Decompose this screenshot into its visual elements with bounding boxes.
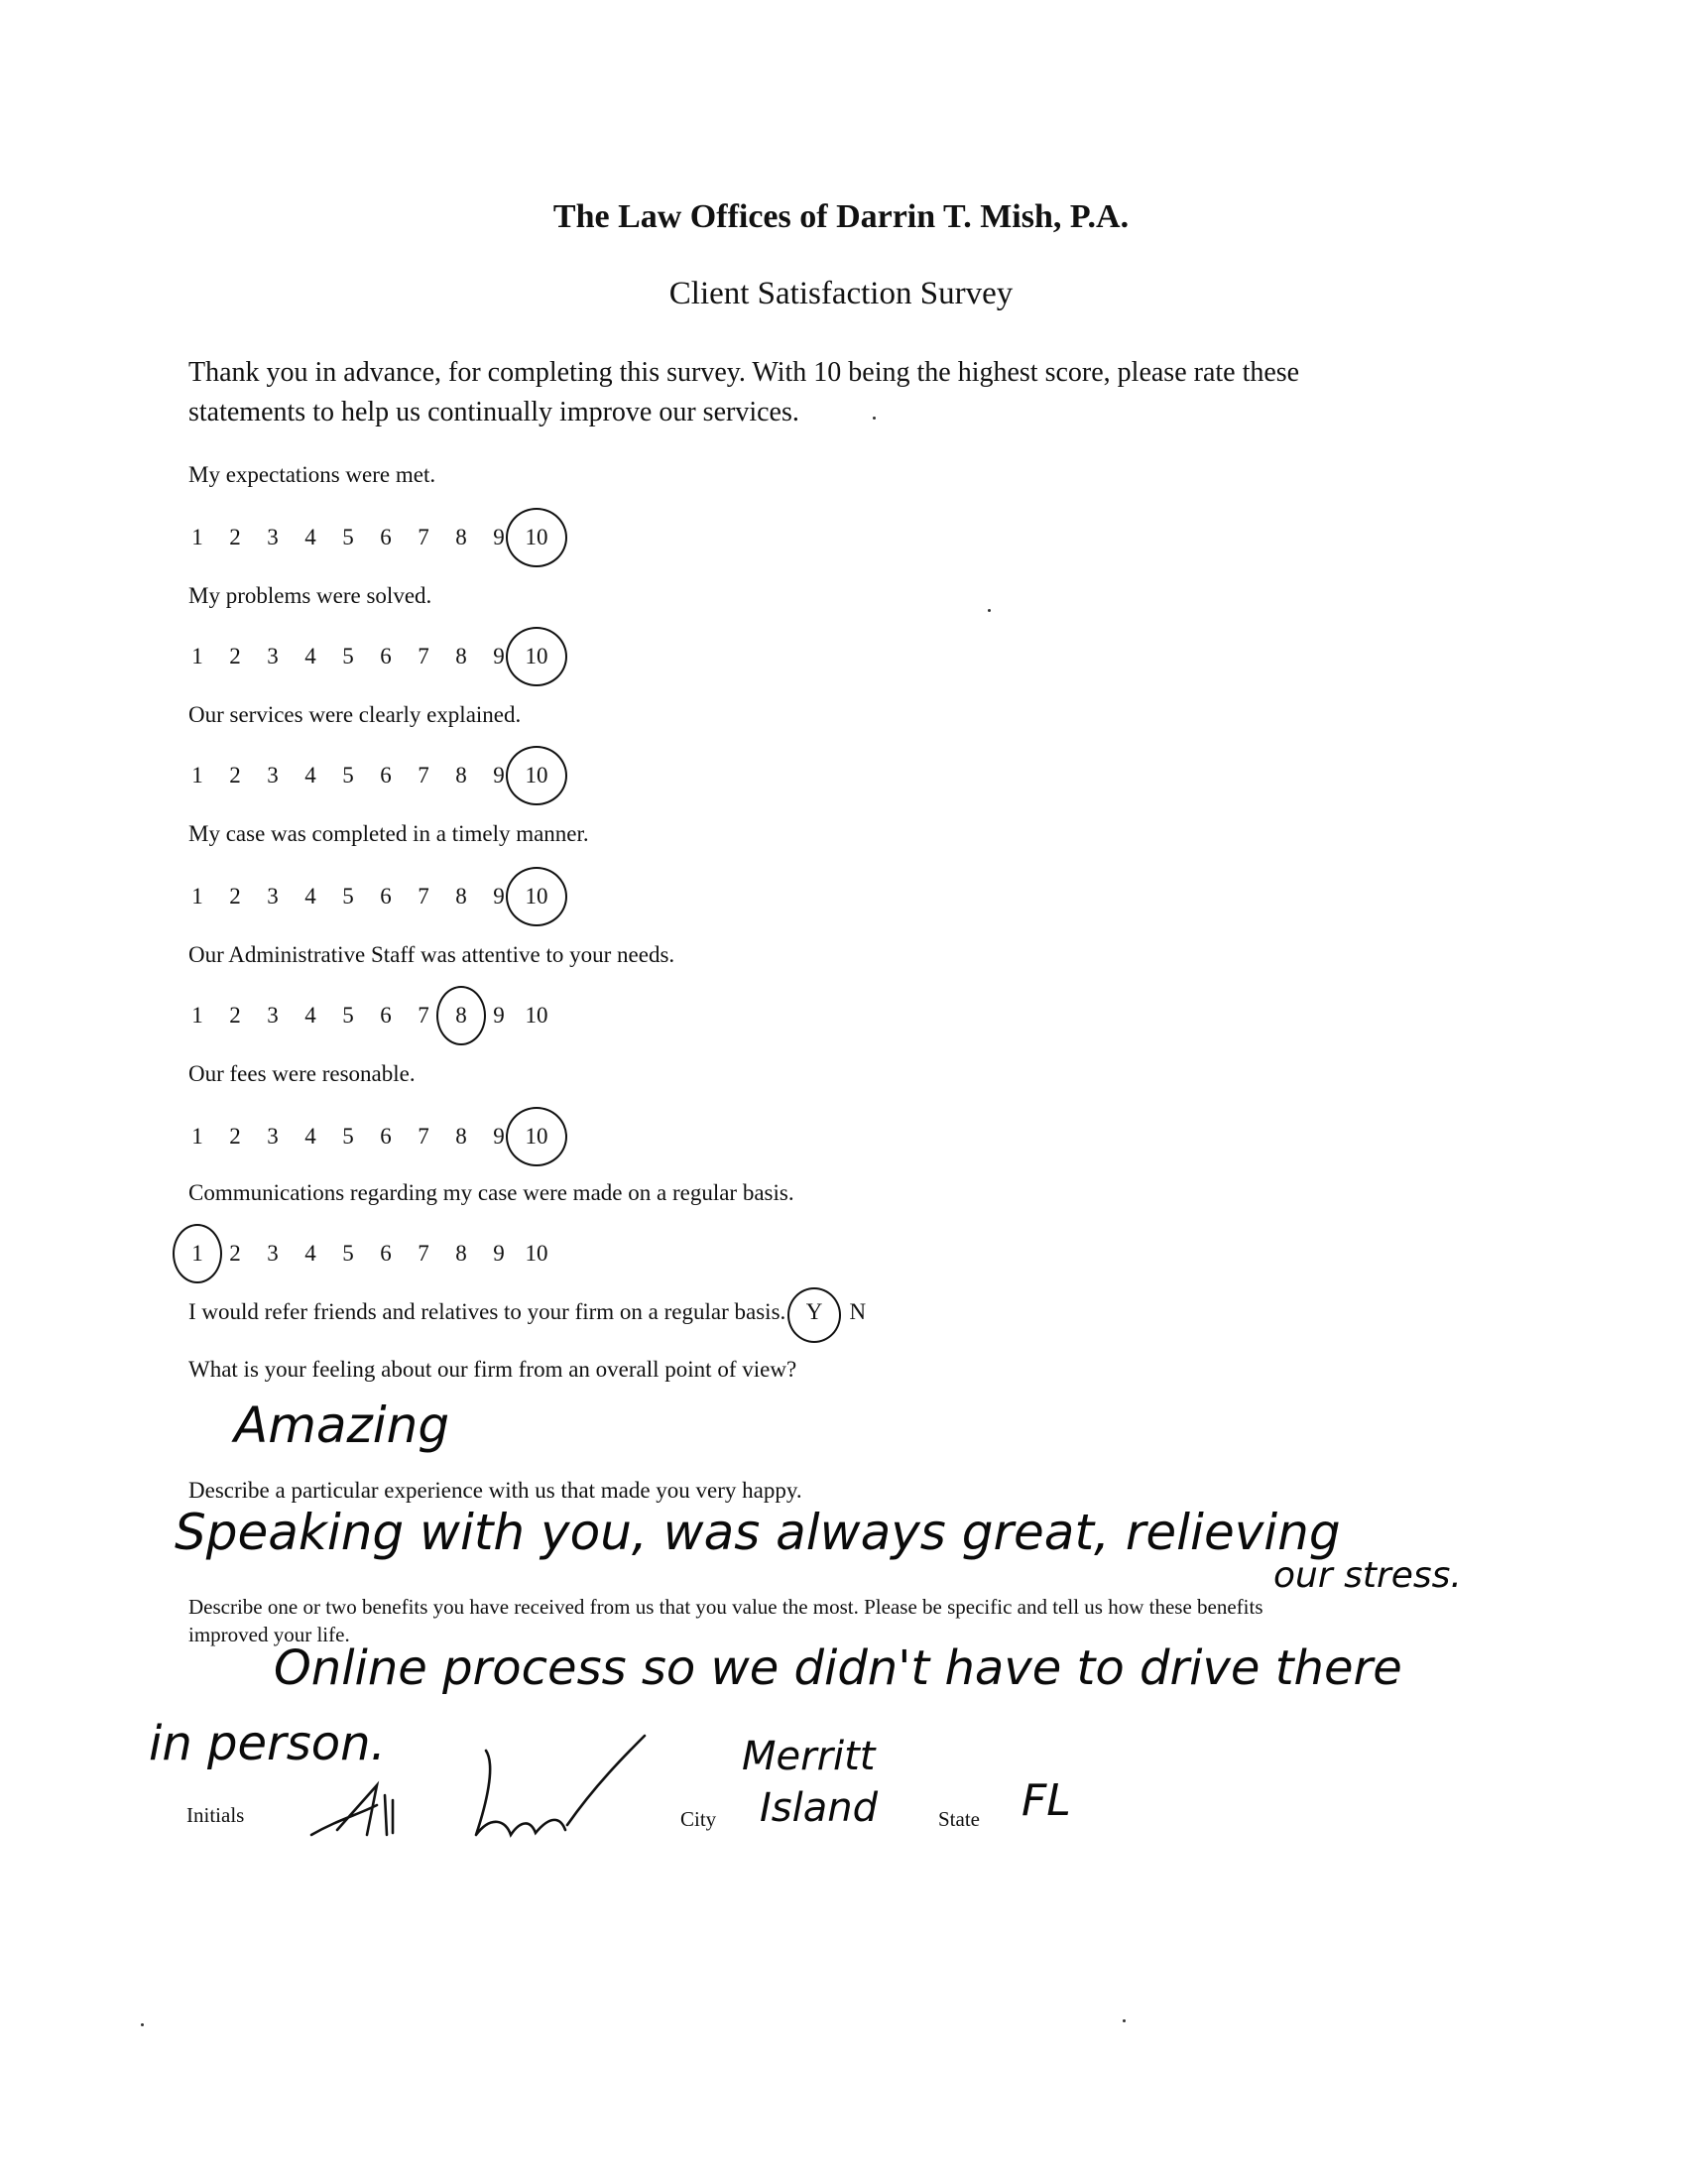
rating-option-5[interactable] [333, 996, 363, 1035]
rating-option-6[interactable] [371, 637, 401, 676]
rating-option-8[interactable] [446, 1117, 476, 1156]
selection-circle [506, 867, 567, 926]
initials-signature [298, 1726, 655, 1845]
rating-option-label: 7 [418, 644, 429, 668]
rating-option-4[interactable] [296, 877, 325, 916]
rating-option-6[interactable] [371, 877, 401, 916]
stray-mark [1123, 2019, 1126, 2022]
rating-option-1[interactable] [182, 756, 212, 795]
rating-option-1[interactable] [182, 1117, 212, 1156]
rating-option-label: 1 [191, 1003, 203, 1028]
rating-option-2[interactable] [220, 996, 250, 1035]
rating-option-label: 10 [525, 1241, 548, 1266]
rating-option-label: 2 [229, 644, 241, 668]
rating-option-10[interactable] [522, 756, 551, 795]
rating-option-label: 10 [525, 763, 548, 788]
benefits-answer-line-2: in person. [149, 1716, 386, 1771]
experience-answer-line-1: Speaking with you, was always great, relieving [175, 1504, 1341, 1561]
rating-option-3[interactable] [258, 756, 288, 795]
rating-option-label: 3 [267, 525, 279, 549]
selection-circle [436, 986, 486, 1045]
rating-option-label: 6 [380, 1124, 392, 1149]
rating-option-3[interactable] [258, 996, 288, 1035]
rating-option-5[interactable] [333, 1117, 363, 1156]
refer-question-text: I would refer friends and relatives to your firm on a regular basis. [188, 1299, 786, 1324]
rating-option-1[interactable] [182, 877, 212, 916]
benefits-question-line-2: improved your life. [188, 1623, 350, 1646]
rating-option-label: 3 [267, 1003, 279, 1028]
state-value: FL [1021, 1775, 1071, 1826]
benefits-question-line-1: Describe one or two benefits you have received from us that you value the most. Please be specific and tell us how these benefits [188, 1595, 1263, 1619]
rating-option-label: 8 [455, 763, 467, 788]
rating-option-label: 5 [342, 884, 354, 909]
rating-option-10[interactable] [522, 1117, 551, 1156]
rating-option-label: 9 [493, 1241, 505, 1266]
rating-option-10[interactable] [522, 1234, 551, 1274]
rating-option-label: 10 [525, 1124, 548, 1149]
question-label: Our Administrative Staff was attentive to your needs. [188, 942, 675, 967]
rating-option-label: 10 [525, 1003, 548, 1028]
rating-option-10[interactable] [522, 637, 551, 676]
rating-option-4[interactable] [296, 1117, 325, 1156]
question-label: Our fees were resonable. [188, 1061, 416, 1086]
rating-option-label: 6 [380, 1241, 392, 1266]
rating-option-7[interactable] [409, 637, 438, 676]
refer-no-label: N [849, 1299, 867, 1324]
rating-option-label: 10 [525, 884, 548, 909]
rating-option-label: 6 [380, 525, 392, 549]
rating-option-6[interactable] [371, 996, 401, 1035]
rating-option-2[interactable] [220, 1234, 250, 1274]
initials-label: Initials [186, 1803, 245, 1827]
rating-option-label: 1 [191, 1124, 203, 1149]
rating-option-7[interactable] [409, 996, 438, 1035]
rating-option-8[interactable] [446, 518, 476, 557]
rating-option-9[interactable] [484, 1234, 514, 1274]
rating-option-label: 3 [267, 884, 279, 909]
selection-circle [787, 1287, 841, 1343]
rating-option-label: 4 [304, 763, 316, 788]
state-label: State [938, 1807, 980, 1831]
rating-option-6[interactable] [371, 756, 401, 795]
rating-option-2[interactable] [220, 637, 250, 676]
selection-circle [173, 1224, 222, 1283]
overall-answer-handwritten: Amazing [234, 1396, 450, 1454]
rating-option-label: 1 [191, 644, 203, 668]
rating-option-3[interactable] [258, 1234, 288, 1274]
rating-option-label: 1 [191, 763, 203, 788]
rating-option-10[interactable] [522, 877, 551, 916]
rating-option-label: 3 [267, 1124, 279, 1149]
rating-option-5[interactable] [333, 518, 363, 557]
rating-option-7[interactable] [409, 756, 438, 795]
rating-option-label: 5 [342, 763, 354, 788]
rating-option-label: 7 [418, 1241, 429, 1266]
rating-option-label: 2 [229, 884, 241, 909]
rating-option-5[interactable] [333, 1234, 363, 1274]
rating-option-label: 7 [418, 1124, 429, 1149]
rating-option-label: 6 [380, 644, 392, 668]
city-value-line-2: Island [760, 1785, 879, 1831]
overall-question: What is your feeling about our firm from an overall point of view? [188, 1357, 797, 1382]
rating-option-10[interactable] [522, 996, 551, 1035]
rating-option-label: 2 [229, 1241, 241, 1266]
rating-option-6[interactable] [371, 518, 401, 557]
rating-option-7[interactable] [409, 518, 438, 557]
rating-option-1[interactable] [182, 1234, 212, 1274]
rating-option-label: 4 [304, 1003, 316, 1028]
rating-option-label: 3 [267, 644, 279, 668]
rating-option-3[interactable] [258, 637, 288, 676]
city-value-line-1: Merritt [742, 1734, 876, 1779]
rating-option-label: 4 [304, 525, 316, 549]
rating-option-4[interactable] [296, 637, 325, 676]
rating-option-4[interactable] [296, 1234, 325, 1274]
rating-option-label: 7 [418, 763, 429, 788]
question-label: Communications regarding my case were made on a regular basis. [188, 1180, 794, 1205]
experience-question: Describe a particular experience with us that made you very happy. [188, 1478, 802, 1503]
rating-option-label: 6 [380, 884, 392, 909]
rating-option-label: 2 [229, 1124, 241, 1149]
rating-option-8[interactable] [446, 756, 476, 795]
benefits-answer-line-1: Online process so we didn't have to drive there [274, 1640, 1402, 1696]
rating-option-10[interactable] [522, 518, 551, 557]
rating-option-label: 8 [455, 1003, 467, 1028]
stray-mark [988, 609, 991, 612]
rating-option-2[interactable] [220, 756, 250, 795]
selection-circle [506, 627, 567, 686]
rating-option-label: 8 [455, 525, 467, 549]
stray-mark [873, 417, 876, 420]
rating-option-label: 3 [267, 763, 279, 788]
rating-option-6[interactable] [371, 1234, 401, 1274]
rating-option-8[interactable] [446, 1234, 476, 1274]
rating-option-label: 8 [455, 884, 467, 909]
rating-option-8[interactable] [446, 996, 476, 1035]
rating-option-label: 2 [229, 525, 241, 549]
intro-text [188, 353, 1478, 432]
rating-option-label: 5 [342, 525, 354, 549]
intro-line-2: statements to help us continually improve our services. [188, 397, 799, 427]
rating-option-label: 2 [229, 763, 241, 788]
rating-option-label: 1 [191, 525, 203, 549]
rating-option-4[interactable] [296, 996, 325, 1035]
rating-option-2[interactable] [220, 1117, 250, 1156]
rating-option-label: 8 [455, 1124, 467, 1149]
rating-option-label: 4 [304, 884, 316, 909]
rating-option-7[interactable] [409, 1117, 438, 1156]
refer-yes-option[interactable] [797, 1299, 831, 1325]
rating-option-label: 1 [191, 884, 203, 909]
rating-option-label: 6 [380, 1003, 392, 1028]
rating-option-label: 10 [525, 644, 548, 668]
question-label: Our services were clearly explained. [188, 702, 522, 727]
rating-option-4[interactable] [296, 518, 325, 557]
rating-option-label: 9 [493, 763, 505, 788]
rating-option-3[interactable] [258, 518, 288, 557]
stray-mark [141, 2023, 144, 2026]
rating-option-8[interactable] [446, 877, 476, 916]
rating-option-label: 9 [493, 884, 505, 909]
refer-question [188, 1299, 873, 1325]
rating-option-5[interactable] [333, 756, 363, 795]
question-label: My expectations were met. [188, 462, 436, 487]
rating-option-label: 8 [455, 644, 467, 668]
rating-option-label: 4 [304, 1241, 316, 1266]
selection-circle [506, 1107, 567, 1166]
selection-circle [506, 746, 567, 805]
rating-option-label: 5 [342, 644, 354, 668]
experience-answer-line-2: our stress. [1273, 1555, 1462, 1596]
rating-option-label: 7 [418, 525, 429, 549]
rating-option-label: 7 [418, 884, 429, 909]
rating-option-label: 3 [267, 1241, 279, 1266]
selection-circle [506, 508, 567, 567]
rating-option-4[interactable] [296, 756, 325, 795]
rating-option-label: 9 [493, 1124, 505, 1149]
rating-option-label: 5 [342, 1124, 354, 1149]
rating-option-9[interactable] [484, 996, 514, 1035]
rating-option-3[interactable] [258, 1117, 288, 1156]
rating-option-label: 10 [525, 525, 548, 549]
rating-option-7[interactable] [409, 1234, 438, 1274]
rating-option-label: 1 [191, 1241, 203, 1266]
refer-yes-label: Y [805, 1299, 823, 1324]
rating-option-label: 5 [342, 1003, 354, 1028]
question-label: My case was completed in a timely manner. [188, 821, 589, 846]
rating-option-label: 9 [493, 644, 505, 668]
rating-option-7[interactable] [409, 877, 438, 916]
rating-option-5[interactable] [333, 637, 363, 676]
survey-title: Client Satisfaction Survey [668, 276, 1014, 311]
rating-option-1[interactable] [182, 637, 212, 676]
rating-option-8[interactable] [446, 637, 476, 676]
rating-option-label: 6 [380, 763, 392, 788]
rating-option-6[interactable] [371, 1117, 401, 1156]
rating-option-2[interactable] [220, 877, 250, 916]
rating-option-3[interactable] [258, 877, 288, 916]
question-label: My problems were solved. [188, 583, 432, 608]
rating-option-label: 4 [304, 644, 316, 668]
rating-option-label: 9 [493, 525, 505, 549]
rating-option-label: 4 [304, 1124, 316, 1149]
refer-no-option[interactable] [843, 1299, 873, 1325]
rating-option-2[interactable] [220, 518, 250, 557]
intro-line-1: Thank you in advance, for completing this survey. With 10 being the highest score, please rate these [188, 357, 1300, 388]
rating-option-label: 9 [493, 1003, 505, 1028]
rating-option-label: 2 [229, 1003, 241, 1028]
city-label: City [680, 1807, 717, 1831]
rating-option-1[interactable] [182, 518, 212, 557]
rating-option-1[interactable] [182, 996, 212, 1035]
rating-option-label: 5 [342, 1241, 354, 1266]
rating-option-5[interactable] [333, 877, 363, 916]
rating-option-label: 7 [418, 1003, 429, 1028]
rating-option-label: 8 [455, 1241, 467, 1266]
firm-title: The Law Offices of Darrin T. Mish, P.A. [552, 198, 1130, 235]
